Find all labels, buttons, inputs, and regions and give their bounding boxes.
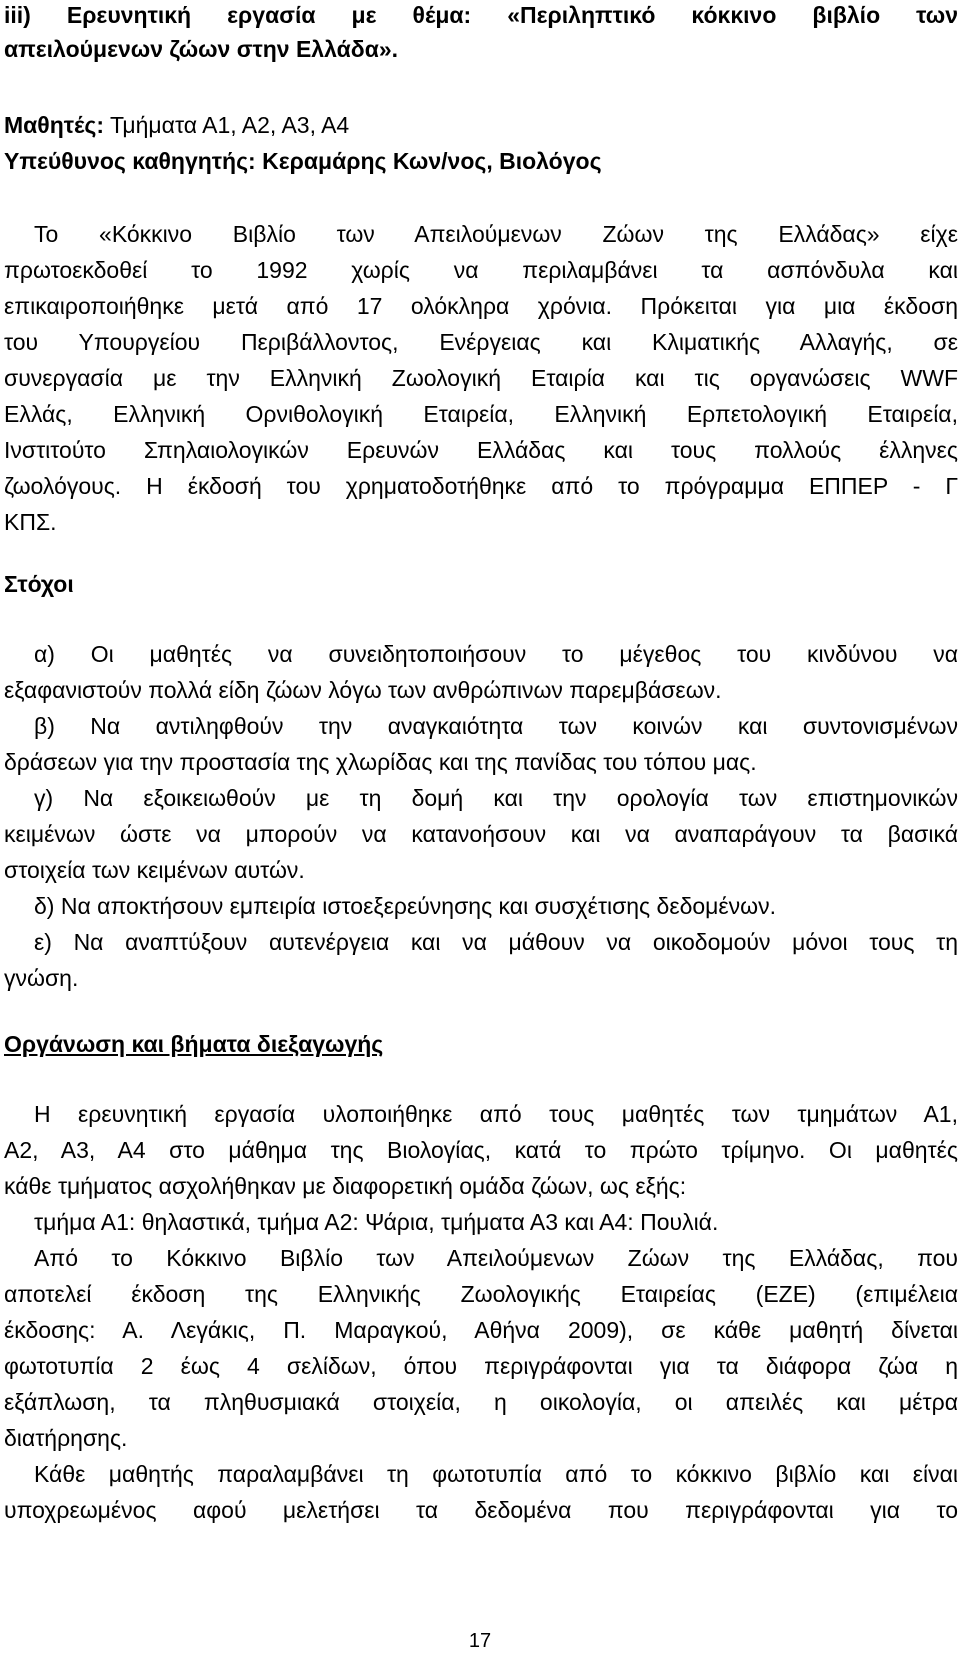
organization-line: Α2, Α3, Α4 στο μάθημα της Βιολογίας, κατά το πρώτο τρίμηνο. Οι μαθητές xyxy=(4,1137,958,1163)
organization-line: αποτελεί έκδοση της Ελληνικής Ζωολογικής Εταιρείας (ΕΖΕ) (επιμέλεια xyxy=(4,1281,958,1307)
organization-line: τμήμα Α1: θηλαστικά, τμήμα Α2: Ψάρια, τμήματα Α3 και Α4: Πουλιά. xyxy=(34,1209,719,1235)
students-value: Τμήματα Α1, Α2, Α3, Α4 xyxy=(104,112,350,138)
goal-line: β) Να αντιληφθούν την αναγκαιότητα των κοινών και συντονισμένων xyxy=(34,713,958,739)
goal-line: ε) Να αναπτύξουν αυτενέργεια και να μάθουν να οικοδομούν μόνοι τους τη xyxy=(34,929,958,955)
organization-line: Η ερευνητική εργασία υλοποιήθηκε από τους μαθητές των τμημάτων Α1, xyxy=(34,1101,958,1127)
organization-line: Κάθε μαθητής παραλαμβάνει τη φωτοτυπία από το κόκκινο βιβλίο και είναι xyxy=(34,1461,958,1487)
organization-line: υποχρεωμένος αφού μελετήσει τα δεδομένα που περιγράφονται για το xyxy=(4,1497,958,1523)
organization-line: φωτοτυπία 2 έως 4 σελίδων, όπου περιγράφονται για τα διάφορα ζώα η xyxy=(4,1353,958,1379)
intro-line: Ινστιτούτο Σπηλαιολογικών Ερευνών Ελλάδας και τους πολλούς έλληνες xyxy=(4,437,958,463)
goal-line: εξαφανιστούν πολλά είδη ζώων λόγω των ανθρώπινων παρεμβάσεων. xyxy=(4,677,722,703)
organization-line: έκδοσης: Α. Λεγάκις, Π. Μαραγκού, Αθήνα 2009), σε κάθε μαθητή δίνεται xyxy=(4,1317,958,1343)
intro-line: Ελλάς, Ελληνική Ορνιθολογική Εταιρεία, Ελληνική Ερπετολογική Εταιρεία, xyxy=(4,401,958,427)
intro-line: συνεργασία με την Ελληνική Ζωολογική Εταιρία και τις οργανώσεις WWF xyxy=(4,365,958,391)
students-label: Μαθητές: xyxy=(4,112,105,138)
students-line xyxy=(4,110,958,140)
organization-line: Από το Κόκκινο Βιβλίο των Απειλούμενων Ζώων της Ελλάδας, που xyxy=(34,1245,958,1271)
organization-line: κάθε τμήματος ασχολήθηκαν με διαφορετική ομάδα ζώων, ως εξής: xyxy=(4,1173,687,1199)
title-line-1: iii) Ερευνητική εργασία με θέμα: «Περιληπτικό κόκκινο βιβλίο των xyxy=(4,2,958,28)
intro-line: ΚΠΣ. xyxy=(4,509,57,535)
goal-line: δ) Να αποκτήσουν εμπειρία ιστοεξερεύνησης και συσχέτισης δεδομένων. xyxy=(34,893,777,919)
organization-line: εξάπλωση, τα πληθυσμιακά στοιχεία, η οικολογία, οι απειλές και μέτρα xyxy=(4,1389,958,1415)
page-number: 17 xyxy=(468,1630,492,1652)
intro-line: Το «Κόκκινο Βιβλίο των Απειλούμενων Ζώων της Ελλάδας» είχε xyxy=(34,221,958,247)
organization-heading: Οργάνωση και βήματα διεξαγωγής xyxy=(4,1031,384,1057)
intro-line: του Υπουργείου Περιβάλλοντος, Ενέργειας και Κλιματικής Αλλαγής, σε xyxy=(4,329,958,355)
intro-line: ζωολόγους. Η έκδοσή του χρηματοδοτήθηκε από το πρόγραμμα ΕΠΠΕΡ - Γ xyxy=(4,473,958,499)
title-line-2: απειλούμενων ζώων στην Ελλάδα». xyxy=(4,36,399,62)
goal-line: κειμένων ώστε να μπορούν να κατανοήσουν και να αναπαράγουν τα βασικά xyxy=(4,821,958,847)
goals-heading: Στόχοι xyxy=(4,571,74,597)
goal-line: α) Οι μαθητές να συνειδητοποιήσουν το μέγεθος του κινδύνου να xyxy=(34,641,958,667)
goal-line: γ) Να εξοικειωθούν με τη δομή και την ορολογία των επιστημονικών xyxy=(34,785,958,811)
intro-line: πρωτοεκδοθεί το 1992 χωρίς να περιλαμβάνει τα ασπόνδυλα και xyxy=(4,257,958,283)
goal-line: στοιχεία των κειμένων αυτών. xyxy=(4,857,305,883)
goal-line: δράσεων για την προστασία της χλωρίδας και της πανίδας του τόπου μας. xyxy=(4,749,757,775)
teacher-line: Υπεύθυνος καθηγητής: Κεραμάρης Κων/νος, Βιολόγος xyxy=(4,148,602,174)
intro-line: επικαιροποιήθηκε μετά από 17 ολόκληρα χρόνια. Πρόκειται για μια έκδοση xyxy=(4,293,958,319)
organization-line: διατήρησης. xyxy=(4,1425,128,1451)
goal-line: γνώση. xyxy=(4,965,79,991)
